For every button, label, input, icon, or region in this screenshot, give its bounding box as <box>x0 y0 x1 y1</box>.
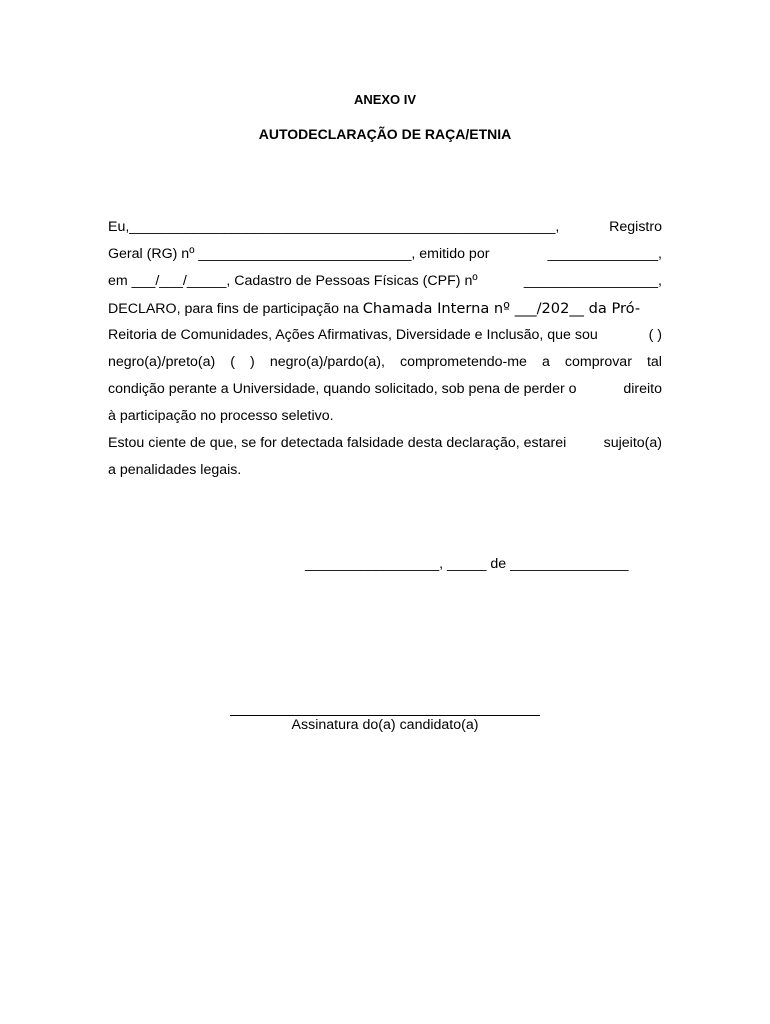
line6-word: ( <box>230 354 236 370</box>
penalties-text: a penalidades legais. <box>108 462 242 478</box>
registro-word: Registro <box>609 219 662 235</box>
rg-field-line: Geral (RG) nº ___________________________, emitido por <box>108 246 490 262</box>
declaration-text <box>108 214 662 484</box>
declaration-line-10 <box>108 457 662 484</box>
date-cpf-field-line: em ___/___/_____, Cadastro de Pessoas Físicas (CPF) nº <box>108 273 478 289</box>
cpf-field-blank: _________________, <box>523 273 662 289</box>
line6-word: negro(a)/pardo(a), <box>269 354 385 370</box>
line6-word: comprovar <box>564 354 632 370</box>
signature-line <box>230 715 540 716</box>
awareness-text-end: sujeito(a) <box>603 435 662 451</box>
awareness-text: Estou ciente de que, se for detectada falsidade desta declaração, estarei <box>108 435 567 451</box>
declaration-line-1 <box>108 214 662 241</box>
chamada-interna-text: Chamada Interna nº ___/202__ da Pró- <box>362 300 641 317</box>
participation-text: à participação no processo seletivo. <box>108 408 334 424</box>
line6-word: tal <box>646 354 662 370</box>
line6-word: comprometendo-me <box>399 354 527 370</box>
declaration-line-9 <box>108 430 662 457</box>
line6-word: ) <box>250 354 255 370</box>
declaration-line-7 <box>108 376 662 403</box>
issuer-field-line: ______________, <box>547 246 662 262</box>
declaration-line-5 <box>108 322 662 349</box>
document-title: AUTODECLARAÇÃO DE RAÇA/ETNIA <box>258 126 512 142</box>
condition-text-end: direito <box>623 381 662 397</box>
declaration-line-6 <box>108 349 662 376</box>
declaration-line-8 <box>108 403 662 430</box>
declaro-text: DECLARO, para fins de participação na <box>108 301 363 317</box>
checkbox-placeholder-1: ( ) <box>648 327 662 343</box>
signature-label: Assinatura do(a) candidato(a) <box>291 717 479 733</box>
name-field-line: Eu,______________________________________________________, <box>108 219 560 235</box>
line6-word: a <box>541 354 550 370</box>
declaration-line-4 <box>108 295 662 322</box>
annex-heading: ANEXO IV <box>353 92 417 107</box>
reitoria-text: Reitoria de Comunidades, Ações Afirmativas, Diversidade e Inclusão, que sou <box>108 327 598 343</box>
place-date-line: _________________, _____ de _______________ <box>305 556 629 572</box>
condition-text: condição perante a Universidade, quando solicitado, sob pena de perder o <box>108 381 577 397</box>
declaration-line-2 <box>108 241 662 268</box>
line6-word: negro(a)/preto(a) <box>108 354 216 370</box>
declaration-line-3 <box>108 268 662 295</box>
